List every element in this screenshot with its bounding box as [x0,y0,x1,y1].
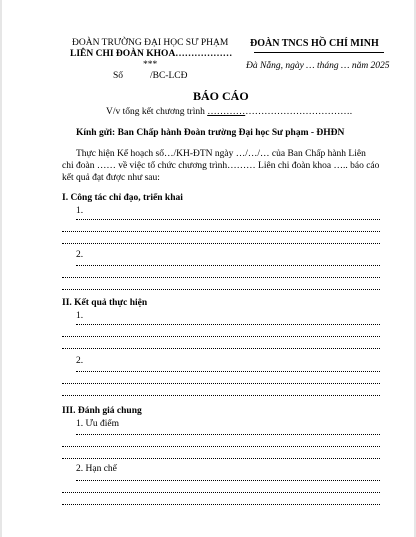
subject-blank: ………… [207,107,246,117]
blank-line [62,445,380,447]
blank-line [62,242,380,244]
blank-line [76,323,380,325]
org-name-left: ĐOÀN TRƯỜNG ĐẠI HỌC SƯ PHẠM [72,38,229,48]
blank-line [76,264,380,266]
list-item: 2. [76,356,84,366]
list-item: 1. Ưu điểm [76,419,119,429]
underline-rule [254,52,384,53]
section-heading: II. Kết quả thực hiện [62,298,148,308]
blank-line [76,479,380,481]
blank-line [62,457,380,459]
blank-line [62,276,380,278]
date-line: Đà Nẵng, ngày … tháng … năm 2025 [246,61,390,71]
intro-line-1: Thực hiện Kế hoạch số…/KH-ĐTN ngày …/…/… của Ban Chấp hành Liên [76,149,366,159]
addressee: Kính gửi: Ban Chấp hành Đoàn trường Đại học Sư phạm - ĐHĐN [76,128,345,138]
section-heading: III. Đánh giá chung [62,406,142,416]
list-item: 1. [76,206,84,216]
list-item: 2. [76,250,84,260]
section-heading: I. Công tác chỉ đạo, triển khai [62,193,183,203]
blank-line [62,335,380,337]
blank-line [62,394,380,396]
intro-line-3: kết quả đạt được như sau: [62,173,160,183]
intro-line-2: chi đoàn …… về việc tổ chức chương trình……… Liên chi đoàn khoa ….. báo cáo [62,161,380,171]
number-prefix: Số [113,71,124,81]
blank-line [62,288,380,290]
blank-line [62,347,380,349]
list-item: 2. Hạn chế [76,464,117,474]
number-suffix: /BC-LCĐ [150,71,188,81]
blank-line [62,382,380,384]
org-name-right: ĐOÀN TNCS HỒ CHÍ MINH [250,38,379,49]
org-sub-left: LIÊN CHI ĐOÀN KHOA……………… [70,49,233,59]
blank-line [62,230,380,232]
blank-line [76,370,380,372]
subject-line [106,107,352,117]
stars-divider: *** [143,60,158,70]
blank-line [62,491,380,493]
document-page [2,0,414,537]
blank-line [76,218,380,220]
list-item: 1. [76,311,84,321]
subject-prefix: V/v tổng kết chương trình [106,107,205,117]
blank-line [62,503,380,505]
subject-dots: ……………………………. [245,107,353,117]
document-title: BÁO CÁO [193,89,249,103]
blank-line [76,433,380,435]
